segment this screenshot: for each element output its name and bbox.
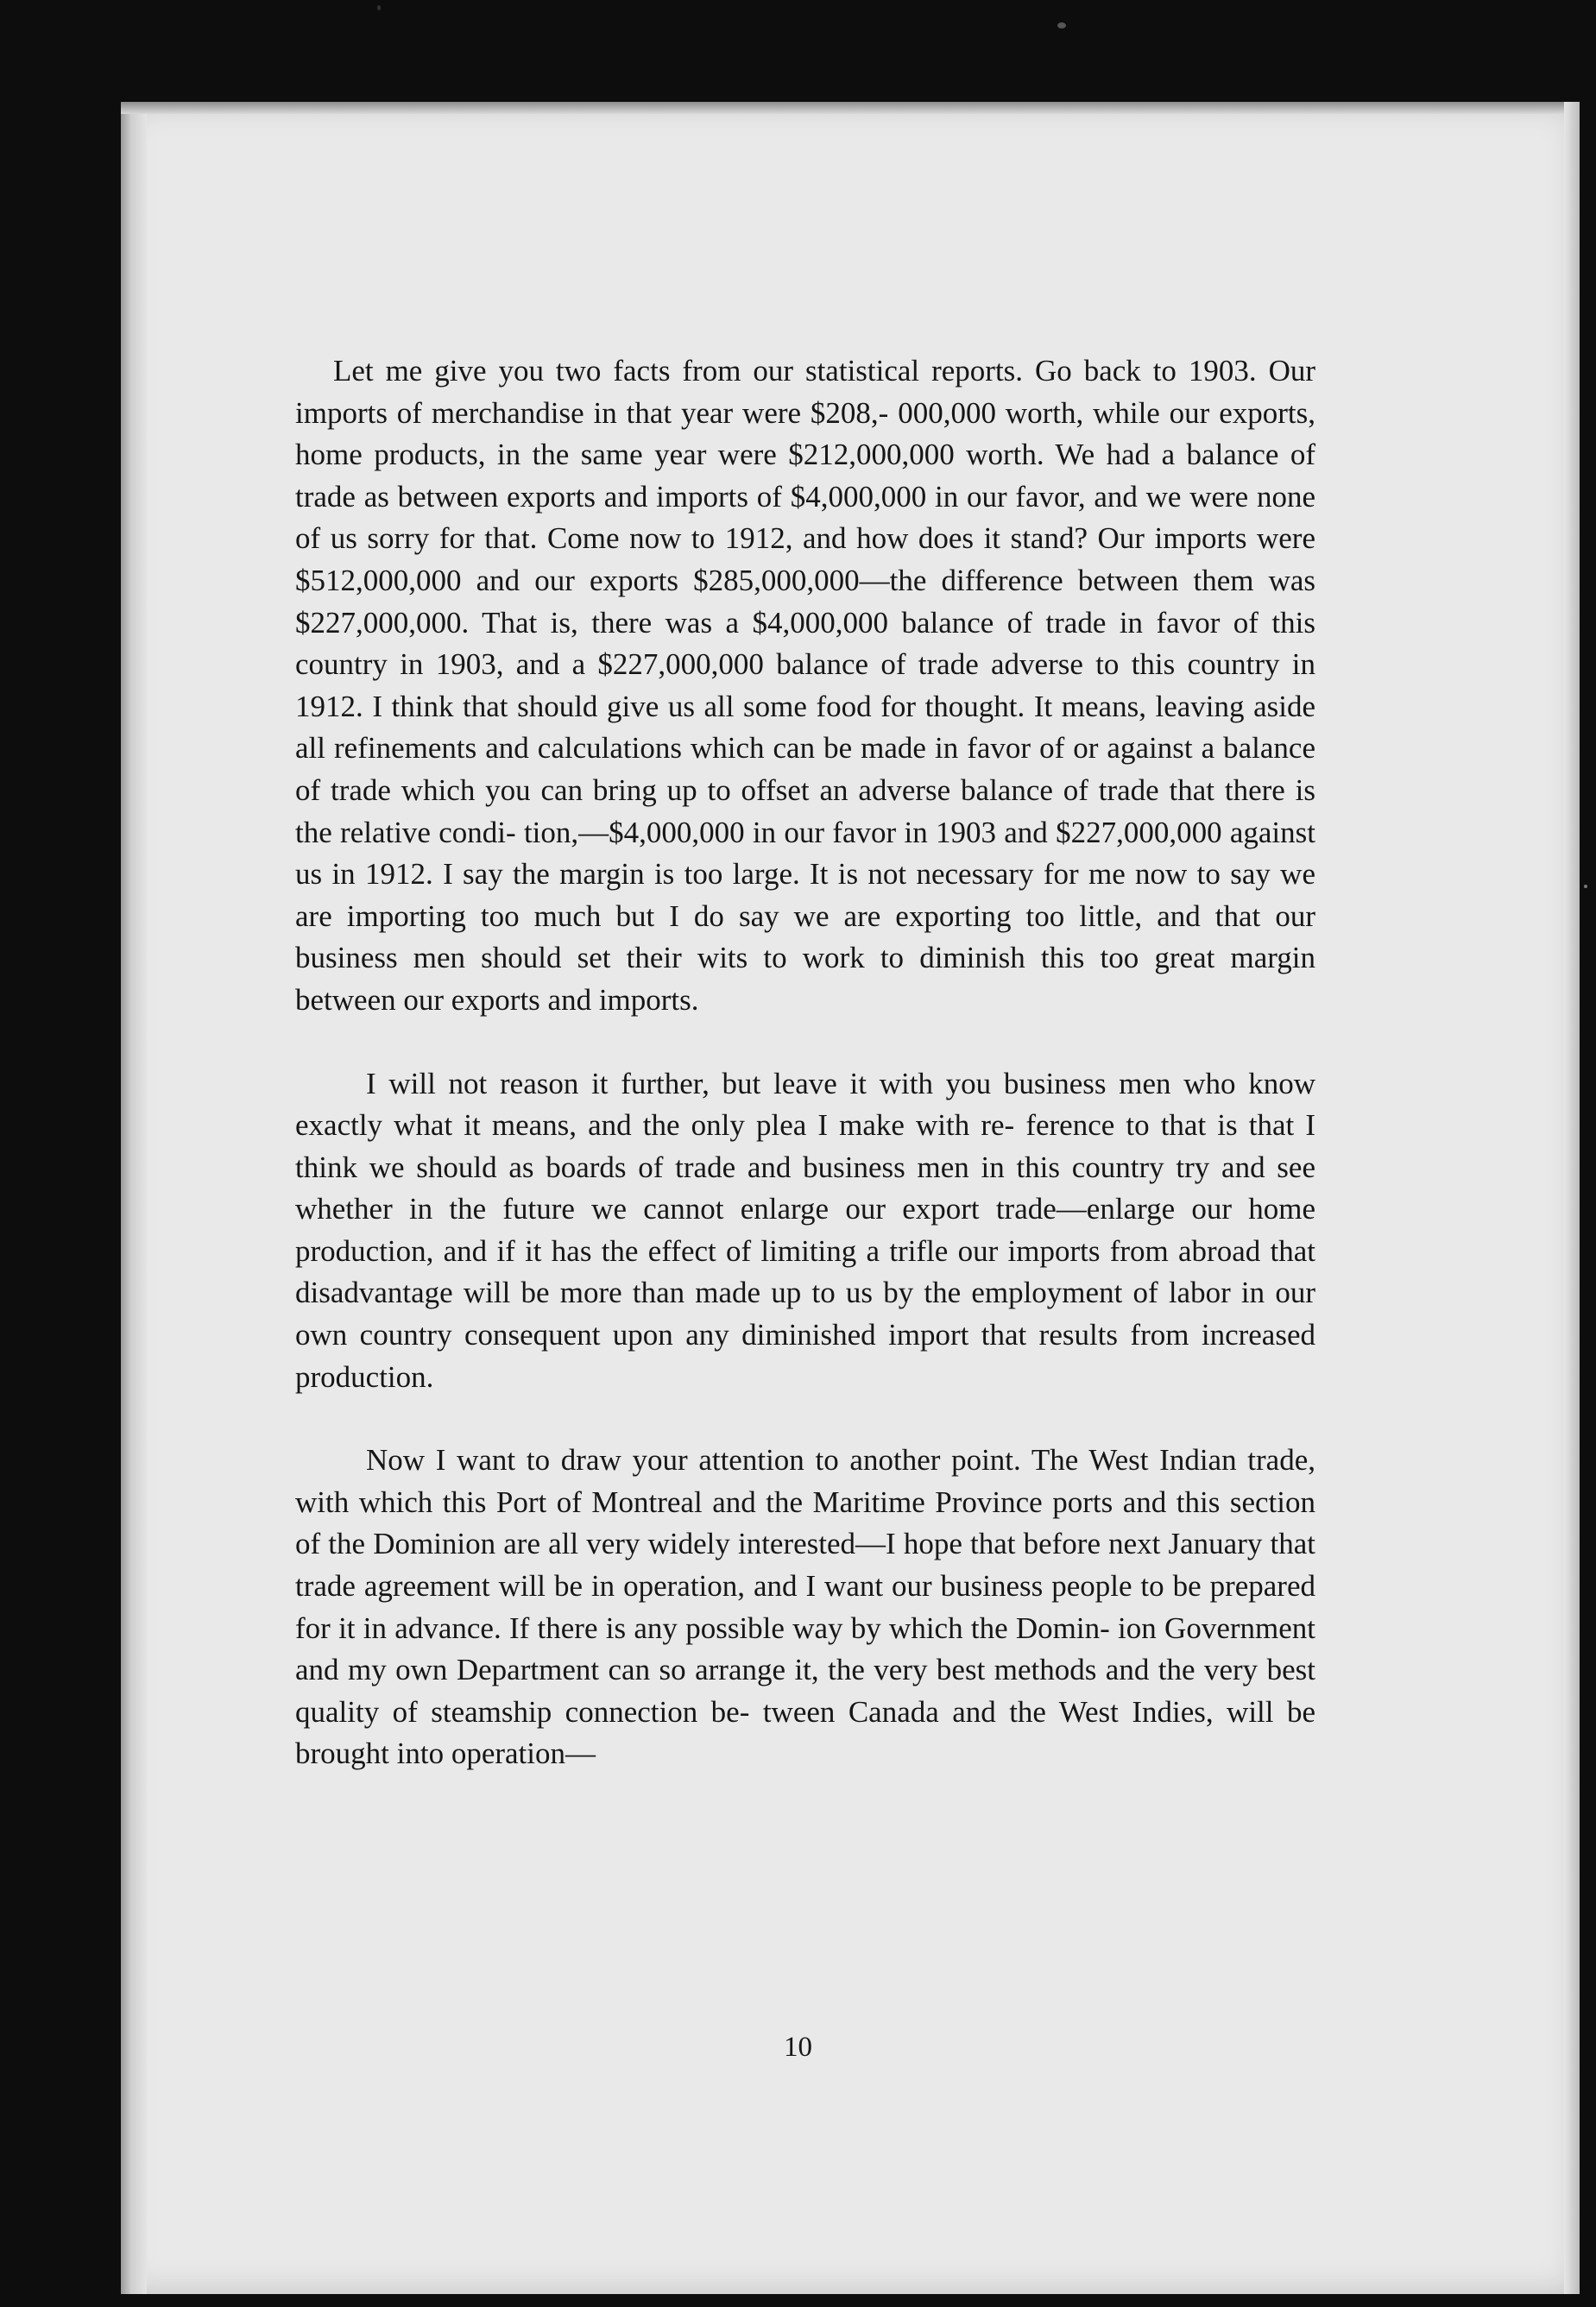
page-left-edge <box>121 102 147 2294</box>
body-text <box>295 350 1315 1775</box>
paragraph-west-indian-trade: Now I want to draw your attention to another point. The West Indian trade, with which this Port of Montreal and the Maritime Province ports and this section of the Dominion are all very widely interested—I hope that before next January that trade agreement will be in operation, and I want our business people to be prepared for it in advance. If there is any possible way by which the Domin- ion Government and my own Department can so arrange it, the very best methods and the very best quality of steamship connection be- tween Canada and the West Indies, will be brought into operation— <box>295 1443 1315 1771</box>
paragraph-trade-statistics: Let me give you two facts from our statistical reports. Go back to 1903. Our imports of merchandise in that year were $208,- 000,000 worth, while our exports, home products, in the same year were $212,000,000 worth. We had a balance of trade as between exports and imports of $4,000,000 in our favor, and we were none of us sorry for that. Come now to 1912, and how does it stand? Our imports were $512,000,000 and our exports $285,000,000—the difference between them was $227,000,000. That is, there was a $4,000,000 balance of trade in favor of this country in 1903, and a $227,000,000 balance of trade adverse to this country in 1912. I think that should give us all some food for thought. It means, leaving aside all refinements and calculations which can be made in favor of or against a balance of trade which you can bring up to offset an adverse balance of trade that there is the relative condi- tion,—$4,000,000 in our favor in 1903 and $227,000,000 against us in 1912. I say the margin is too large. It is not necessary for me now to say we are importing too much but I do say we are exporting too little, and that our business men should set their wits to work to diminish this too great margin between our exports and imports. <box>295 354 1315 1017</box>
scan-speck <box>1057 22 1066 28</box>
paragraph-export-trade: I will not reason it further, but leave it with you business men who know exactly what it means, and the only plea I make with re- ference to that is that I think we should as boards of trade and business men in this country try and see whether in the future we cannot enlarge our export trade—enlarge our home production, and if it has the effect of limiting a trifle our imports from abroad that disadvantage will be more than made up to us by the employment of labor in our own country consequent upon any diminished import that results from increased production. <box>295 1066 1315 1394</box>
page-right-edge <box>1564 102 1580 2294</box>
page-number: 10 <box>784 2032 812 2063</box>
scan-speck <box>377 5 381 10</box>
scan-speck <box>1584 885 1587 888</box>
page-top-edge <box>121 102 1580 114</box>
